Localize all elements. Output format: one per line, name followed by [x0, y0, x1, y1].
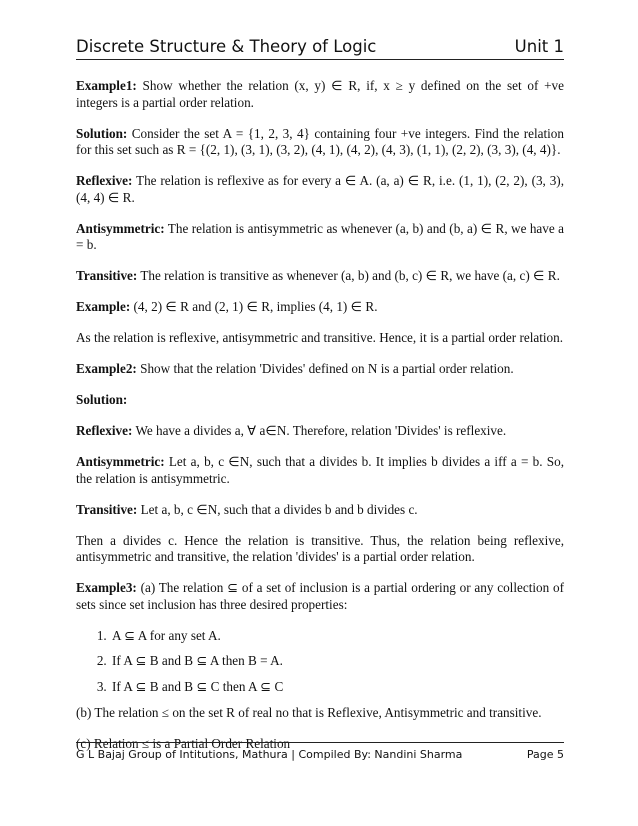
example1-paragraph — [76, 78, 564, 111]
example2-paragraph — [76, 361, 564, 378]
page-footer — [76, 742, 564, 761]
solution2-paragraph — [76, 392, 564, 409]
transitive2-text: Let a, b, c ∈N, such that a divides b and b divides c. — [137, 501, 418, 517]
solution1-text: Consider the set A = {1, 2, 3, 4} containing four +ve integers. Find the relation for this set such as R = {(2, 1), (3, 1), (3, 2), (4, 1), (4, 2), (4, 3), (1, 1), (2, 2), (3, 3), (4, 4)}. — [76, 125, 564, 157]
page-number: Page 5 — [526, 748, 564, 761]
transitive1-paragraph — [76, 268, 564, 285]
part-b-paragraph: (b) The relation ≤ on the set R of real no that is Reflexive, Antisymmetric and transitive. — [76, 705, 542, 720]
solution1-paragraph — [76, 126, 564, 159]
footer-text: G L Bajaj Group of Intitutions, Mathura | Compiled By: Nandini Sharma — [76, 748, 463, 761]
transitive1-label: Transitive: — [76, 268, 138, 283]
antisymmetric1-text: The relation is antisymmetric as whenever (a, b) and (b, a) ∈ R, we have a = b. — [76, 220, 564, 252]
header-title: Discrete Structure & Theory of Logic — [76, 37, 377, 56]
conclusion1-paragraph: As the relation is reflexive, antisymmetric and transitive. Hence, it is a partial order relation. — [76, 330, 564, 345]
example1-label: Example1: — [76, 78, 137, 93]
reflexive1-label: Reflexive: — [76, 173, 133, 188]
antisymmetric2-paragraph — [76, 454, 564, 487]
example-paragraph — [76, 299, 564, 316]
header-unit: Unit 1 — [514, 37, 564, 56]
example2-label: Example2: — [76, 361, 137, 376]
antisymmetric2-label: Antisymmetric: — [76, 454, 165, 469]
list-item: 3. If A ⊆ B and B ⊆ C then A ⊆ C — [110, 679, 564, 696]
example1-text: Show whether the relation (x, y) ∈ R, if, x ≥ y defined on the set of +ve integers is a partial order relation. — [76, 78, 564, 110]
antisymmetric1-paragraph — [76, 221, 564, 254]
list-item: 1. A ⊆ A for any set A. — [110, 628, 564, 645]
antisymmetric2-text: Let a, b, c ∈N, such that a divides b. It implies b divides a iff a = b. So, the relation is antisymmetric. — [76, 454, 564, 486]
reflexive2-label: Reflexive: — [76, 423, 133, 438]
reflexive2-text: We have a divides a, ∀ a∈N. Therefore, relation 'Divides' is reflexive. — [132, 423, 507, 438]
page-content — [76, 78, 564, 767]
transitive2-label: Transitive: — [76, 501, 138, 517]
reflexive2-paragraph — [76, 423, 564, 440]
inclusion-properties-list — [76, 628, 564, 696]
page-header — [76, 37, 564, 60]
reflexive1-paragraph — [76, 173, 564, 206]
example2-text: Show that the relation 'Divides' defined on N is a partial order relation. — [136, 361, 514, 376]
transitive1-text: The relation is transitive as whenever (a, b) and (b, c) ∈ R, we have (a, c) ∈ R. — [137, 268, 560, 283]
solution2-label: Solution: — [76, 392, 128, 407]
list-item: 2. If A ⊆ B and B ⊆ A then B = A. — [110, 653, 564, 670]
antisymmetric1-label: Antisymmetric: — [76, 220, 165, 236]
example-text: (4, 2) ∈ R and (2, 1) ∈ R, implies (4, 1) ∈ R. — [130, 299, 378, 314]
example3-text: (a) The relation ⊆ of a set of inclusion is a partial ordering or any collection of sets since set inclusion has three desired properties: — [76, 580, 564, 612]
transitive2-paragraph — [76, 502, 564, 519]
solution1-label: Solution: — [76, 125, 128, 141]
reflexive1-text: The relation is reflexive as for every a ∈ A. (a, a) ∈ R, i.e. (1, 1), (2, 2), (3, 3), (4, 4) ∈ R. — [76, 173, 564, 205]
example3-paragraph — [76, 580, 564, 613]
example-label: Example: — [76, 299, 131, 314]
conclusion2-paragraph: Then a divides c. Hence the relation is transitive. Thus, the relation being reflexive, antisymmetric and transitive, the relation 'divides' is a partial order relation. — [76, 532, 564, 564]
part-c-paragraph: (c) Relation ≤ is a Partial Order Relation — [76, 736, 291, 751]
example3-label: Example3: — [76, 580, 137, 595]
